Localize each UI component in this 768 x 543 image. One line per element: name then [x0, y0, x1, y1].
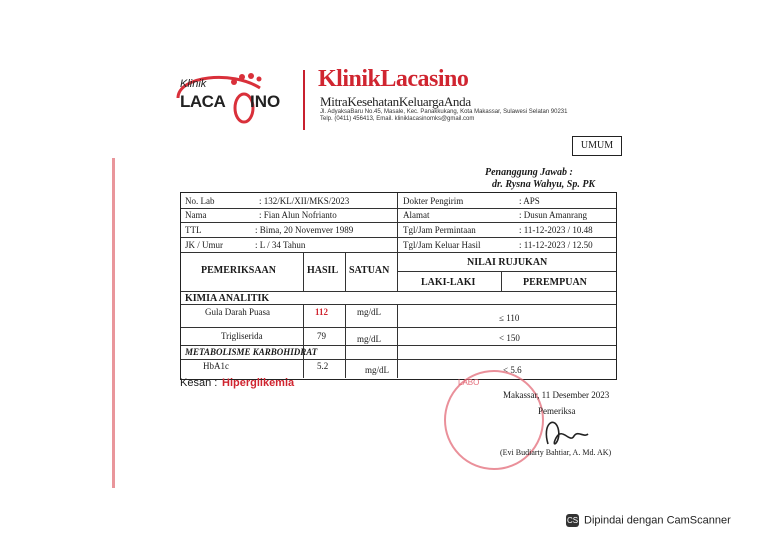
logo-big-right: INO — [250, 92, 281, 111]
col-line — [501, 271, 502, 291]
row-satuan: mg/dL — [357, 307, 381, 317]
tgl-minta-value: : 11-12-2023 / 10.48 — [519, 225, 593, 235]
row-hasil: 79 — [317, 331, 326, 341]
col-laki-laki: LAKI-LAKI — [421, 277, 476, 288]
tgl-keluar-label: Tgl/Jam Keluar Hasil — [403, 240, 481, 250]
col-line — [303, 304, 304, 378]
dokter-label: Dokter Pengirim — [403, 196, 464, 206]
logo-small-text: Klinik — [180, 78, 207, 90]
row-line — [181, 222, 616, 223]
row-line — [181, 252, 616, 253]
kesan-label: Kesan : — [180, 377, 218, 389]
tgl-minta-label: Tgl/Jam Permintaan — [403, 225, 476, 235]
col-line — [397, 304, 398, 378]
row-line — [181, 208, 616, 209]
signature-role: Pemeriksa — [538, 406, 576, 416]
camscanner-icon: CS — [566, 516, 579, 525]
col-hasil: HASIL — [307, 265, 339, 276]
dokter-value: : APS — [519, 196, 540, 206]
row-rujukan: ≤ 110 — [499, 313, 520, 323]
responsible-label: Penanggung Jawab : — [485, 167, 573, 178]
nama-value: : Fian Alun Nofrianto — [259, 210, 337, 220]
row-hasil: 5.2 — [317, 361, 329, 371]
clinic-address — [320, 109, 620, 123]
row-line — [397, 271, 616, 272]
address-line-2: Telp. (0411) 456413, Email. kliniklacasinomks@gmail.com — [320, 116, 475, 122]
alamat-value: : Dusun Amanrang — [519, 210, 587, 220]
clinic-subtitle: MitraKesehatanKeluargaAnda — [320, 94, 471, 109]
row-line — [181, 359, 616, 360]
row-rujukan: < 150 — [499, 333, 520, 343]
no-lab-value: : 132/KL/XII/MKS/2023 — [259, 196, 350, 206]
no-lab-label: No. Lab — [185, 196, 215, 206]
row-satuan: mg/dL — [357, 334, 381, 344]
col-satuan: SATUAN — [349, 265, 390, 276]
col-line — [303, 252, 304, 291]
row-hasil: 112 — [315, 307, 329, 317]
section-metabolisme: METABOLISME KARBOHIDRAT — [185, 347, 318, 357]
address-line-1: Jl. AdyaksaBaru No.45, Masale, Kec. Panakkukang, Kota Makassar, Sulawesi Selatan 90231 — [320, 109, 568, 115]
row-name: Gula Darah Puasa — [205, 307, 270, 317]
row-rujukan: < 5.6 — [503, 365, 522, 375]
ttl-label: TTL — [185, 225, 202, 235]
col-line — [345, 252, 346, 291]
row-line — [181, 291, 616, 292]
nama-label: Nama — [185, 210, 207, 220]
col-nilai-rujukan: NILAI RUJUKAN — [467, 257, 548, 268]
row-line — [181, 304, 616, 305]
page-edge-mark — [112, 158, 115, 488]
tgl-keluar-value: : 11-12-2023 / 12.50 — [519, 240, 593, 250]
col-line — [397, 252, 398, 291]
logo-big-left: LACA — [180, 92, 226, 111]
kesan-value: Hiperglikemia — [222, 377, 295, 389]
responsible-name: dr. Rysna Wahyu, Sp. PK — [492, 179, 596, 190]
camscanner-badge — [566, 514, 731, 527]
camscanner-text: Dipindai dengan CamScanner — [584, 514, 731, 527]
row-line — [181, 345, 616, 346]
row-line — [181, 327, 616, 328]
clinic-logo — [172, 68, 290, 126]
jk-value: : L / 34 Tahun — [255, 240, 306, 250]
row-satuan: mg/dL — [365, 365, 389, 375]
stamp-text: LABO — [458, 378, 480, 387]
row-name: Trigliserida — [221, 331, 263, 341]
signature-name: (Evi Budiarty Bahtiar, A. Md. AK) — [500, 448, 612, 457]
alamat-label: Alamat — [403, 210, 430, 220]
col-line — [397, 193, 398, 252]
row-line — [181, 237, 616, 238]
jk-label: JK / Umur — [185, 240, 223, 250]
header-divider — [303, 70, 305, 130]
col-perempuan: PEREMPUAN — [523, 277, 587, 288]
signature-city-date: Makassar, 11 Desember 2023 — [503, 390, 610, 400]
ttl-value: : Bima, 20 Novemver 1989 — [255, 225, 354, 235]
row-name: HbA1c — [203, 361, 229, 371]
clinic-name: KlinikLacasino — [318, 66, 469, 92]
category-badge: UMUM — [572, 136, 622, 156]
result-table — [180, 192, 617, 380]
section-kimia-analitik: KIMIA ANALITIK — [185, 293, 270, 304]
col-line — [345, 304, 346, 378]
col-pemeriksaan: PEMERIKSAAN — [201, 265, 277, 276]
